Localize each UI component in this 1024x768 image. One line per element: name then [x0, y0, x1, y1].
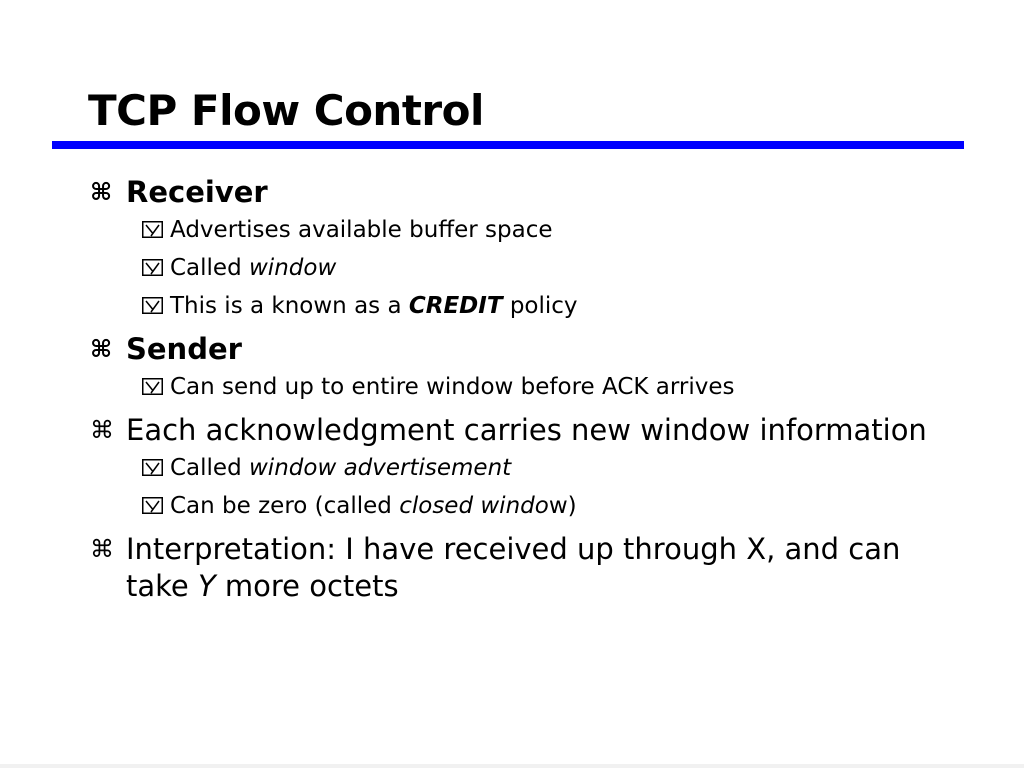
command-key-icon: ⌘	[90, 416, 114, 444]
sub-bullet-prefix: Called	[170, 455, 249, 481]
bullet-prefix: Interpretation: I have received up through X, and can take	[126, 532, 901, 603]
sub-bullet-emphasis: window advertisement	[249, 455, 512, 481]
command-key-icon: ⌘	[90, 335, 113, 363]
bullet-suffix: more octets	[215, 569, 399, 603]
sub-bullet-credit-policy	[88, 287, 968, 325]
bullet-acknowledgment	[88, 412, 968, 449]
checkbox-y-icon	[142, 378, 163, 395]
bullet-sender	[88, 331, 968, 368]
title-underline	[52, 141, 964, 149]
command-key-icon: ⌘	[90, 178, 113, 206]
sub-bullet-advertises	[88, 211, 968, 249]
sub-bullet-text: Advertises available buffer space	[170, 217, 553, 243]
checkbox-y-icon	[142, 297, 163, 314]
slide-outline	[88, 174, 968, 605]
bullet-text: Each acknowledgment carries new window information	[126, 413, 927, 447]
sub-bullet-called-window	[88, 249, 968, 287]
sub-bullet-prefix: Called	[170, 255, 249, 281]
command-key-icon: ⌘	[90, 535, 114, 563]
slide-title: TCP Flow Control	[88, 86, 484, 135]
bullet-interpretation	[88, 531, 968, 605]
checkbox-y-icon	[142, 459, 163, 476]
slide-bottom-edge	[0, 764, 1024, 768]
sub-bullet-emphasis: closed windo	[399, 493, 549, 519]
sub-bullet-emphasis: window	[249, 255, 337, 281]
title-underline-bar	[52, 141, 964, 149]
bullet-receiver	[88, 174, 968, 211]
sub-bullet-prefix: Can be zero (called	[170, 493, 400, 519]
bullet-emphasis: Y	[197, 569, 216, 603]
bullet-text: Receiver	[126, 175, 268, 209]
sub-bullet-send-window	[88, 368, 968, 406]
sub-bullet-prefix: This is a known as a	[170, 293, 409, 319]
sub-bullet-closed-window	[88, 487, 968, 525]
sub-bullet-window-advertisement	[88, 449, 968, 487]
checkbox-y-icon	[142, 497, 163, 514]
sub-bullet-text: Can send up to entire window before ACK arrives	[170, 374, 735, 400]
sub-bullet-emphasis: CREDIT	[408, 293, 503, 319]
sub-bullet-suffix: w)	[548, 493, 577, 519]
sub-bullet-suffix: policy	[502, 293, 578, 319]
bullet-text: Sender	[126, 332, 242, 366]
checkbox-y-icon	[142, 259, 163, 276]
checkbox-y-icon	[142, 221, 163, 238]
